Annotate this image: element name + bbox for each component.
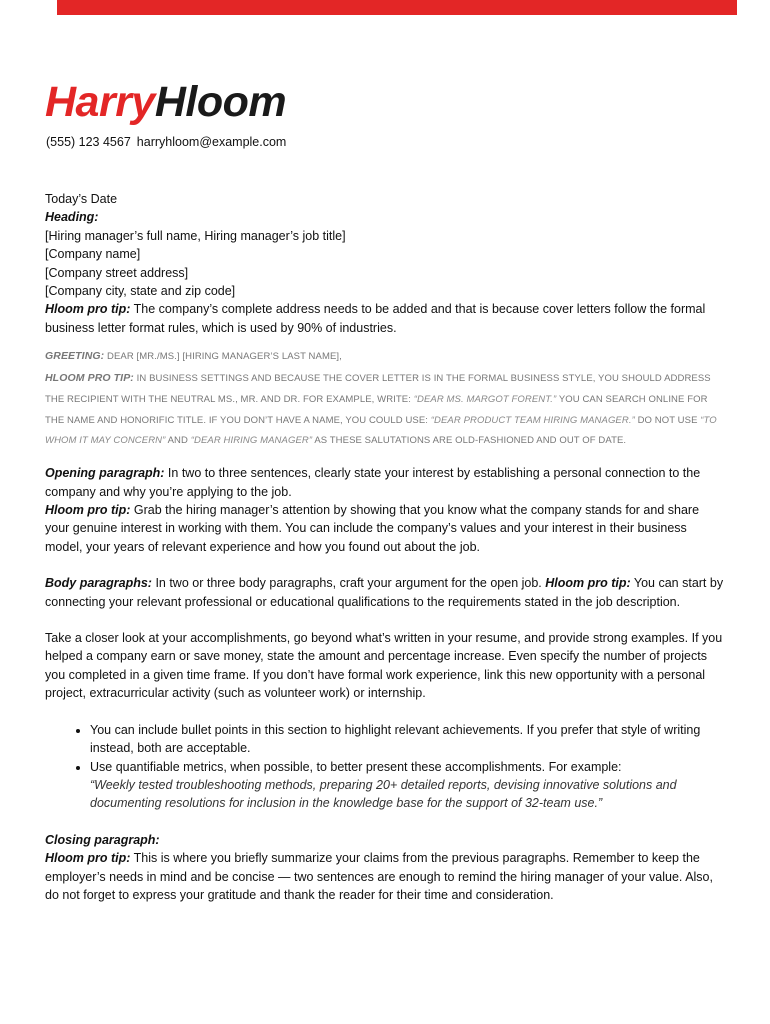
last-name: Hloom (154, 78, 287, 126)
tip-label: HLOOM PRO TIP: (45, 372, 134, 385)
body-paragraph (45, 574, 725, 611)
applicant-name (45, 76, 286, 128)
opening-paragraph (45, 464, 725, 501)
letter-body (45, 190, 725, 904)
list-item: • You can include bullet points in this section to highlight relevant achievements. If you prefer that style of writing instead, both are acceptable. (90, 721, 725, 758)
opening-text: In two to three sentences, clearly state your interest by establishing a personal connection to the company and why you’re applying to the job. (45, 466, 701, 499)
heading-tip (45, 300, 725, 337)
greeting-example: “DEAR HIRING MANAGER” (190, 435, 313, 447)
greeting-text: DEAR [MR./MS.] [HIRING MANAGER’S LAST NAME], (104, 351, 342, 363)
greeting-label: GREETING: (45, 350, 105, 363)
tip-text: YOU CAN SEARCH ONLINE FOR THE NAME AND HONORIFIC TITLE. IF YOU DON’T HAVE A NAME, YOU COULD USE: (45, 393, 708, 426)
greeting-tip (45, 368, 725, 452)
email-address: harryhloom@example.com (136, 135, 287, 149)
greeting-example: “TO WHOM IT MAY CONCERN” (45, 414, 717, 447)
tip-text: AND (165, 435, 191, 447)
tip-label: Hloom pro tip: (45, 302, 131, 317)
body-paragraph-2: Take a closer look at your accomplishments, go beyond what’s written in your resume, and provide strong examples. If you helped a company earn or save money, state the amount and percentage increase. Even specify the number of projects you completed in a given time frame. If you don’t have formal work experience, link this new opportunity with a personal project, extracurricular activity (such as volunteer work) or internship. (45, 631, 723, 701)
greeting-example: “DEAR MS. MARGOT FORENT.” (413, 393, 557, 405)
date-line: Today’s Date (45, 192, 118, 206)
tip-label: Hloom pro tip: (45, 851, 131, 866)
tip-text: DO NOT USE (634, 414, 701, 426)
greeting-example: “DEAR PRODUCT TEAM HIRING MANAGER.” (430, 414, 635, 426)
example-quote: “Weekly tested troubleshooting methods, preparing 20+ detailed reports, devising innovative solutions and documenting resolutions for inclusion in the knowledge base for the support of 32-team use.” (90, 777, 677, 811)
tip-text: IN BUSINESS SETTINGS AND BECAUSE THE COVER LETTER IS IN THE FORMAL BUSINESS STYLE, YOU SHOULD ADDRESS THE RECIPIENT WITH THE NEUTRAL MS., MR. AND DR. FOR EXAMPLE, WRITE: (45, 373, 711, 405)
body-label: Body paragraphs: (45, 576, 152, 591)
tip-text: The company’s complete address needs to be added and that is because cover letters follow the formal business letter format rules, which is used by 90% of industries. (45, 302, 706, 335)
phone-number: (555) 123 4567 (46, 135, 131, 149)
tip-text: This is where you briefly summarize your claims from the previous paragraphs. Remember to keep the employer’s needs in mind and be concise — two sentences are enough to remind the hiring manager of your value. Also, do not forget to express your gratitude and thank the reader for their time and consideration. (45, 851, 713, 902)
tip-label: Hloom pro tip: (545, 576, 631, 591)
opening-tip (45, 501, 725, 556)
greeting-section (45, 346, 725, 452)
closing-tip (45, 849, 725, 904)
heading-line: [Hiring manager’s full name, Hiring manager’s job title] (45, 228, 346, 243)
opening-label: Opening paragraph: (45, 466, 165, 481)
first-name: Harry (45, 78, 155, 126)
contact-line (46, 133, 286, 151)
tip-label: Hloom pro tip: (45, 503, 131, 518)
list-item (90, 758, 725, 813)
body-text: In two or three body paragraphs, craft your argument for the open job. (151, 576, 546, 591)
heading-label: Heading: (45, 210, 99, 225)
closing-label: Closing paragraph: (45, 832, 160, 847)
tip-text: AS THESE SALUTATIONS ARE OLD-FASHIONED AND OUT OF DATE. (312, 435, 627, 447)
bullet-text: Use quantifiable metrics, when possible, to better present these accomplishments. For example: (90, 759, 622, 774)
heading-line: [Company street address] (45, 265, 189, 280)
greeting-line (45, 346, 725, 368)
tip-text: Grab the hiring manager’s attention by showing that you know what the company stands for and share your genuine interest in working with them. You can include the company’s values and your interest in their business model, your years of relevant experience and how you found out about the job. (45, 503, 700, 554)
tip-text: You can start by connecting your relevant professional or educational qualifications to the requirements stated in the job description. (45, 576, 724, 609)
achievement-list (45, 721, 725, 813)
top-accent-bar (57, 0, 737, 15)
heading-line: [Company city, state and zip code] (45, 284, 236, 299)
heading-line: [Company name] (45, 247, 141, 262)
